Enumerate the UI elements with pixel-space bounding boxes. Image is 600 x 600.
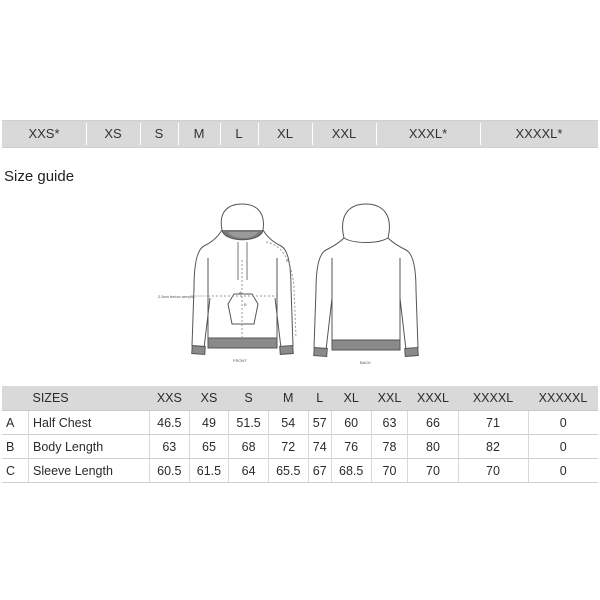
hoodie-back — [314, 204, 419, 356]
table-cell: 60.5 — [150, 459, 190, 483]
size-bar-item: XXS* — [28, 126, 60, 141]
table-header-cell: S — [229, 386, 269, 411]
marker-a: A — [239, 290, 242, 295]
measure-note: 2.5cm below armpits — [158, 294, 195, 299]
table-cell: 0 — [528, 411, 598, 435]
table-cell: 78 — [371, 435, 408, 459]
table-cell: 0 — [528, 459, 598, 483]
table-row — [2, 435, 598, 459]
table-row — [2, 411, 598, 435]
size-bar-item: L — [235, 126, 243, 141]
row-label: Sleeve Length — [29, 459, 150, 483]
hoodie-illustration — [150, 198, 450, 373]
row-letter: C — [2, 459, 29, 483]
table-header-cell: M — [268, 386, 308, 411]
table-cell: 70 — [371, 459, 408, 483]
table-cell: 82 — [458, 435, 528, 459]
table-cell: 0 — [528, 435, 598, 459]
size-bar-item: XXXL* — [408, 126, 448, 141]
table-header-cell: XXXL — [408, 386, 458, 411]
table-header-cell: XXL — [371, 386, 408, 411]
table-cell: 70 — [408, 459, 458, 483]
row-label: Half Chest — [29, 411, 150, 435]
table-cell: 51.5 — [229, 411, 269, 435]
size-bar-item: S — [154, 126, 164, 141]
table-cell: 70 — [458, 459, 528, 483]
table-header-cell: XXS — [150, 386, 190, 411]
table-cell: 74 — [308, 435, 331, 459]
row-letter: A — [2, 411, 29, 435]
table-cell: 67 — [308, 459, 331, 483]
size-table — [2, 386, 598, 483]
back-label: BACK — [360, 360, 371, 365]
table-cell: 46.5 — [150, 411, 190, 435]
table-cell: 57 — [308, 411, 331, 435]
hoodie-diagram — [150, 198, 450, 373]
table-cell: 63 — [150, 435, 190, 459]
table-header-cell: XL — [331, 386, 371, 411]
table-header-row — [2, 386, 598, 411]
size-bar-item: XXXXL* — [515, 126, 563, 141]
table-header-label: SIZES — [29, 386, 150, 411]
table-cell: 64 — [229, 459, 269, 483]
table-cell: 65 — [189, 435, 229, 459]
table-cell: 63 — [371, 411, 408, 435]
table-cell: 49 — [189, 411, 229, 435]
table-cell: 54 — [268, 411, 308, 435]
table-cell: 72 — [268, 435, 308, 459]
row-letter: B — [2, 435, 29, 459]
table-cell: 66 — [408, 411, 458, 435]
marker-c: C — [286, 258, 289, 263]
size-bar-item: M — [193, 126, 205, 141]
table-header-cell: L — [308, 386, 331, 411]
table-cell: 68 — [229, 435, 269, 459]
table-header-cell: XXXXXL — [528, 386, 598, 411]
table-cell: 61.5 — [189, 459, 229, 483]
marker-b: B — [244, 302, 247, 307]
table-cell: 76 — [331, 435, 371, 459]
table-header-cell — [2, 386, 29, 411]
size-bar — [2, 120, 598, 148]
hoodie-front — [192, 204, 296, 354]
table-row — [2, 459, 598, 483]
size-bar-item: XL — [277, 126, 293, 141]
row-label: Body Length — [29, 435, 150, 459]
size-guide-title: Size guide — [4, 168, 75, 185]
table-header-cell: XS — [189, 386, 229, 411]
table-cell: 71 — [458, 411, 528, 435]
table-cell: 68.5 — [331, 459, 371, 483]
table-header-cell: XXXXL — [458, 386, 528, 411]
size-bar-item: XXL — [331, 126, 357, 141]
size-bar-item: XS — [104, 126, 122, 141]
table-cell: 60 — [331, 411, 371, 435]
front-label: FRONT — [233, 358, 247, 363]
table-cell: 80 — [408, 435, 458, 459]
table-cell: 65.5 — [268, 459, 308, 483]
